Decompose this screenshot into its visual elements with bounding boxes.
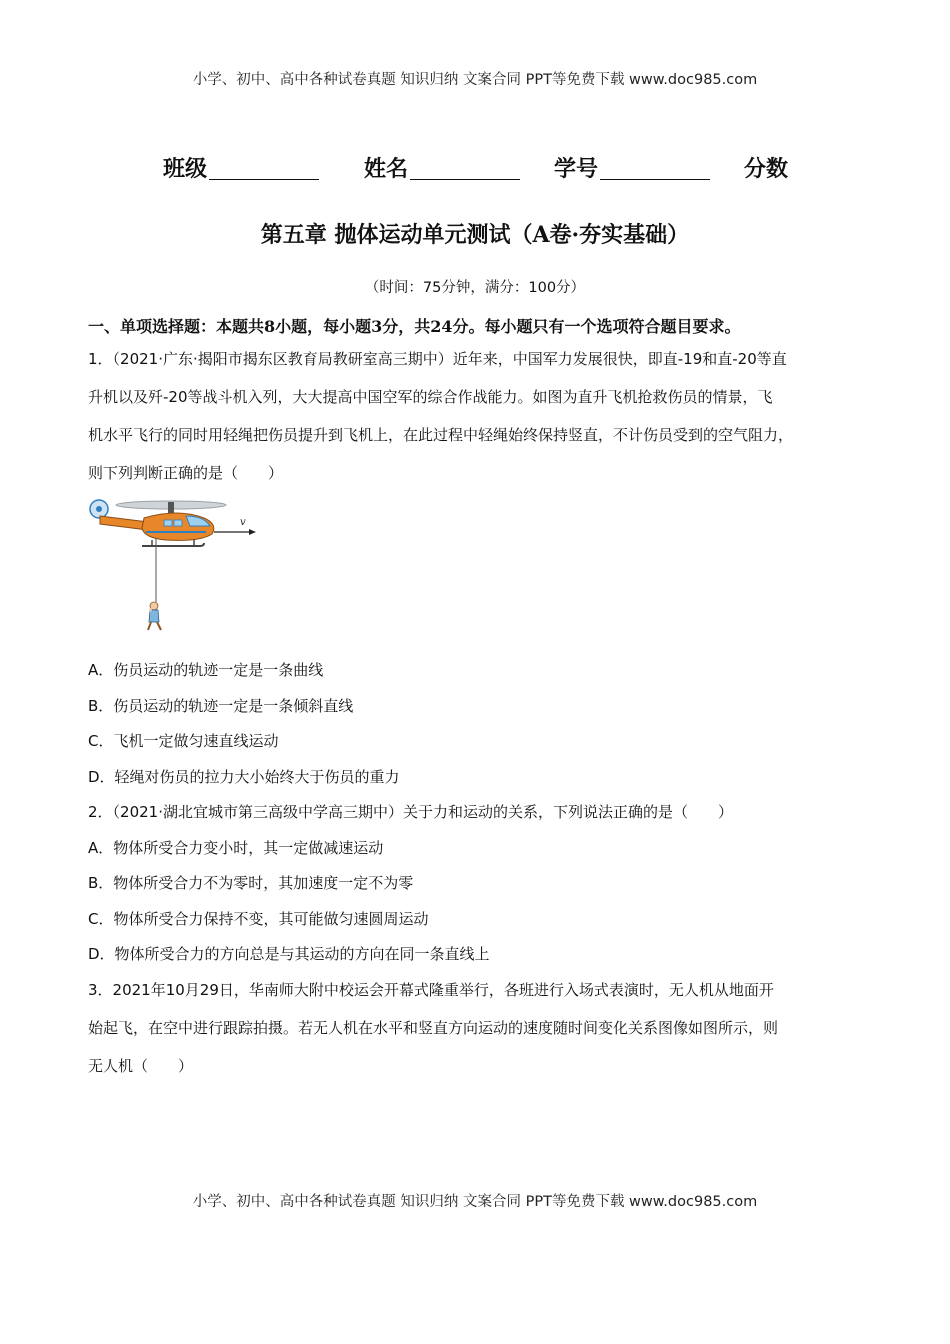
fuselage: [142, 513, 214, 540]
q1-stem-line: 升机以及歼-20等战斗机入列，大大提高中国空军的综合作战能力。如图为直升飞机抢救伤员的情景，飞: [88, 388, 773, 406]
student-id-blank[interactable]: [600, 179, 710, 180]
velocity-label: v: [240, 517, 246, 528]
section-heading: 一、单项选择题：本题共8小题，每小题3分，共24分。每小题只有一个选项符合题目要求。: [88, 317, 741, 336]
q3-stem-line: 3．2021年10月29日，华南师大附中校运会开幕式隆重举行，各班进行入场式表演时，无人机从地面开: [88, 981, 774, 999]
score-label: 分数: [744, 157, 789, 182]
rotor-blades: [116, 501, 226, 514]
page-title: 第五章 抛体运动单元测试（A卷·夯实基础）: [260, 222, 690, 248]
page-header: 小学、初中、高中各种试卷真题 知识归纳 文案合同 PPT等免费下载 www.doc985.com: [192, 72, 758, 88]
q1-stem-line: 则下列判断正确的是（ ）: [88, 464, 284, 482]
q2-stem: 2．（2021·湖北宜城市第三高级中学高三期中）关于力和运动的关系，下列说法正确的是（ ）: [88, 803, 733, 821]
q1-option-a: A．伤员运动的轨迹一定是一条曲线: [88, 661, 324, 679]
class-blank[interactable]: [209, 179, 319, 180]
side-window: [174, 520, 182, 526]
casualty-figure: [148, 602, 161, 630]
name-blank[interactable]: [410, 179, 520, 180]
q2-option-c: C．物体所受合力保持不变，其可能做匀速圆周运动: [88, 910, 429, 928]
q3-stem-line: 始起飞，在空中进行跟踪拍摄。若无人机在水平和竖直方向运动的速度随时间变化关系图像如图所示，则: [88, 1019, 779, 1037]
class-label: 班级: [163, 157, 208, 182]
velocity-arrow-head: [249, 529, 256, 535]
q2-option-d: D．物体所受合力的方向总是与其运动的方向在同一条直线上: [88, 945, 490, 963]
q1-stem-line: 机水平飞行的同时用轻绳把伤员提升到飞机上，在此过程中轻绳始终保持竖直，不计伤员受到的空气阻力，: [88, 426, 794, 444]
helicopter-figure: [86, 494, 266, 638]
q2-option-a: A．物体所受合力变小时，其一定做减速运动: [88, 839, 384, 857]
tail-boom: [100, 516, 148, 530]
student-id-label: 学号: [554, 157, 599, 182]
side-window: [164, 520, 172, 526]
student-info-row: [0, 152, 950, 186]
name-label: 姓名: [364, 157, 409, 182]
q1-option-b: B．伤员运动的轨迹一定是一条倾斜直线: [88, 697, 354, 715]
q1-stem-line: 1．（2021·广东·揭阳市揭东区教育局教研室高三期中）近年来，中国军力发展很快，即直-19和直-20等直: [88, 350, 787, 368]
page-footer: 小学、初中、高中各种试卷真题 知识归纳 文案合同 PPT等免费下载 www.doc985.com: [192, 1194, 758, 1210]
tail-rotor: [90, 500, 108, 518]
exam-meta: （时间：75分钟，满分：100分）: [364, 280, 586, 296]
q1-option-c: C．飞机一定做匀速直线运动: [88, 732, 279, 750]
q3-stem-line: 无人机（ ）: [88, 1057, 194, 1075]
q1-option-d: D．轻绳对伤员的拉力大小始终大于伤员的重力: [88, 768, 400, 786]
q2-option-b: B．物体所受合力不为零时，其加速度一定不为零: [88, 874, 414, 892]
